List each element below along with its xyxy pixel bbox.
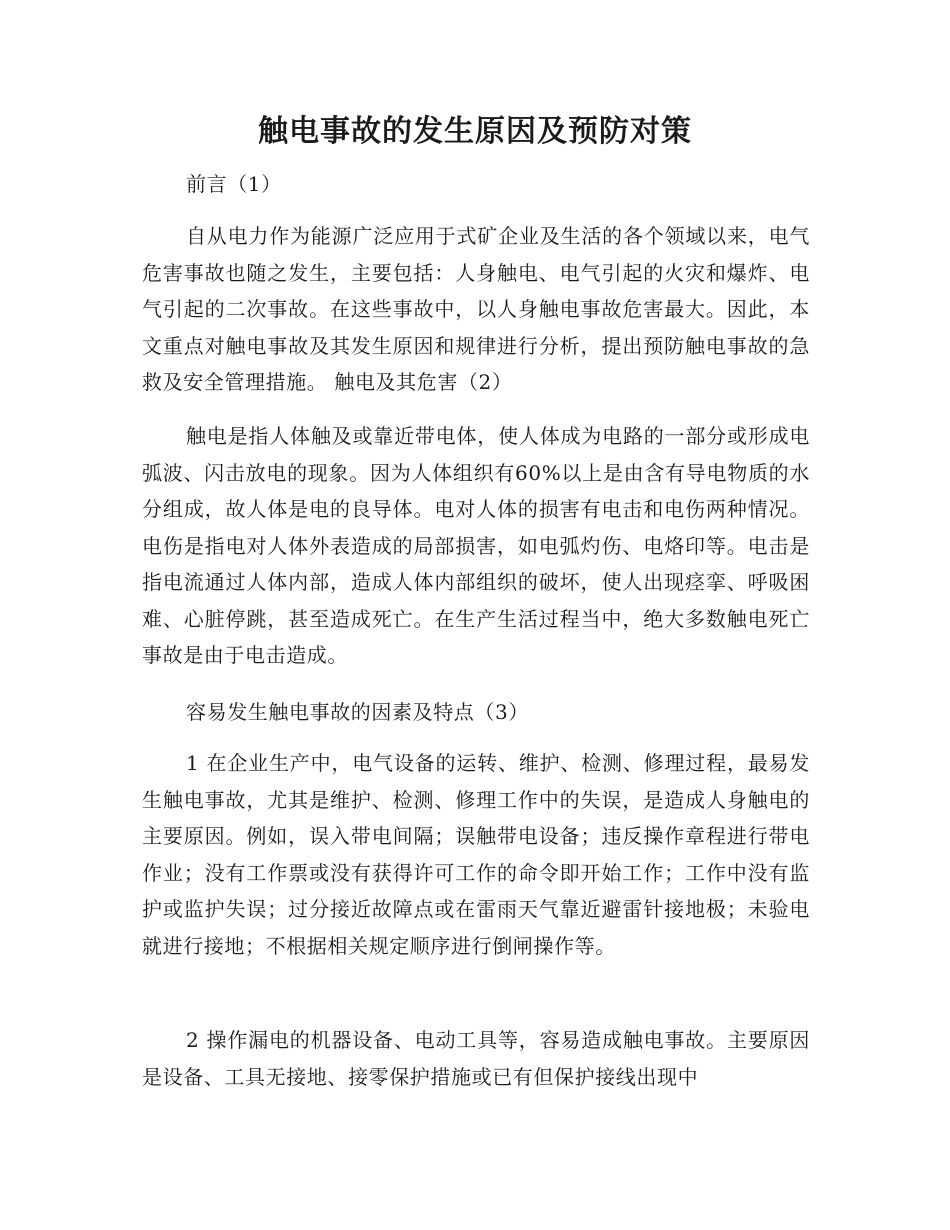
preface-heading: 前言（1） <box>186 172 282 196</box>
factors-heading: 容易发生触电事故的因素及特点（3） <box>186 700 529 724</box>
document-title: 触电事故的发生原因及预防对策 <box>258 114 692 149</box>
factor-1-paragraph: 1 在企业生产中，电气设备的运转、维护、检测、修理过程，最易发生触电事故，尤其是维护、检测、修理工作中的失误，是造成人身触电的主要原因。例如，误入带电间隔；误触带电设备；违反操作章程进行带电作业；没有工作票或没有获得许可工作的命令即开始工作；工作中没有监护或监护失误；过分接近故障点或在雷雨天气靠近避雷针接地极；未验电就进行接地；不根据相关规定顺序进行倒闸操作等。 <box>142 751 810 958</box>
intro-paragraph: 自从电力作为能源广泛应用于式矿企业及生活的各个领域以来，电气危害事故也随之发生，主要包括：人身触电、电气引起的火灾和爆炸、电气引起的二次事故。在这些事故中，以人身触电事故危害最大。因此，本文重点对触电事故及其发生原因和规律进行分析，提出预防触电事故的急救及安全管理措施。 触电及其危害（2） <box>142 224 810 394</box>
factor-2-paragraph: 2 操作漏电的机器设备、电动工具等，容易造成触电事故。主要原因是设备、工具无接地、接零保护措施或已有但保护接线出现中 <box>142 1028 810 1089</box>
definition-paragraph: 触电是指人体触及或靠近带电体，使人体成为电路的一部分或形成电弧波、闪击放电的现象。因为人体组织有60%以上是由含有导电物质的水分组成，故人体是电的良导体。电对人体的损害有电击和电伤两种情况。电伤是指电对人体外表造成的局部损害，如电弧灼伤、电烙印等。电击是指电流通过人体内部，造成人体内部组织的破坏，使人出现痉挛、呼吸困难、心脏停跳，甚至造成死亡。在生产生活过程当中，绝大多数触电死亡事故是由于电击造成。 <box>142 424 810 667</box>
